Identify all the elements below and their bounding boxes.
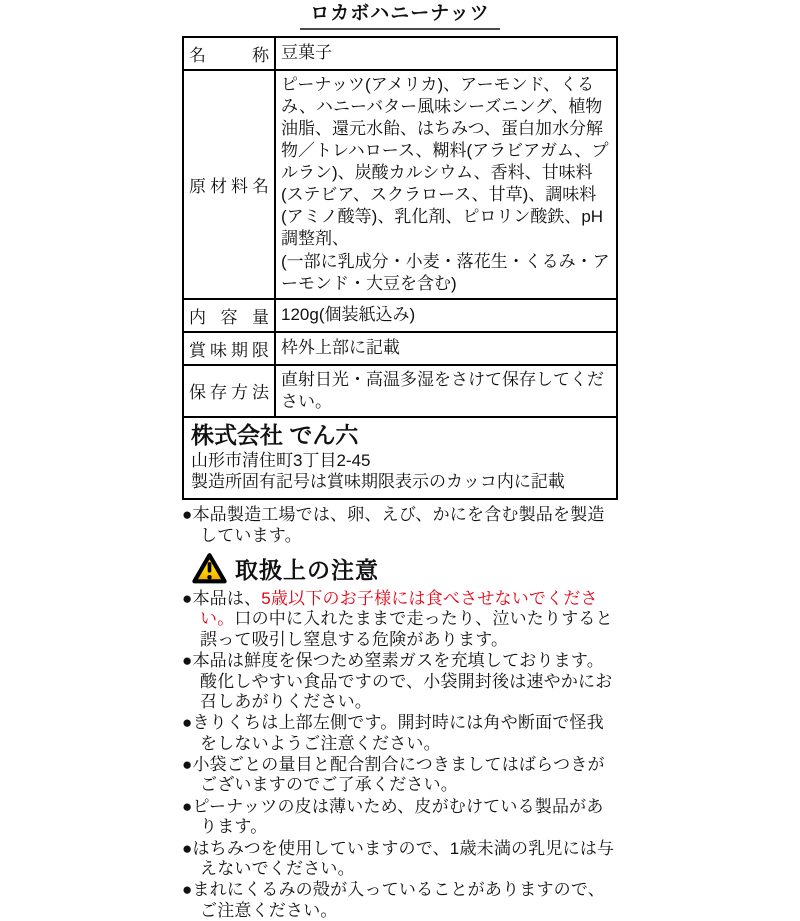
label-sheet [182, 0, 618, 921]
handling-item-text: ピーナッツの皮は薄いため、皮がむけている製品があります。 [192, 796, 604, 837]
spec-row-best-before [183, 332, 617, 365]
factory-note-text: 本品製造工場では、卵、えび、かにを含む製品を製造しています。 [192, 505, 605, 545]
manufacturer-name: 株式会社 でん六 [191, 421, 359, 448]
spec-row-ingredients [183, 70, 617, 299]
manufacturer-address: 山形市清住町3丁目2-45 [191, 450, 371, 470]
handling-item-text: 本品は鮮度を保つため窒素ガスを充填しております。酸化しやすい食品ですので、小袋開封後は速やかにお召しあがりください。 [192, 651, 613, 711]
red-warning-text: 5歳以下のお子様には食べさせないでください。 [200, 588, 598, 629]
spec-table [182, 36, 618, 418]
spec-value-name: 豆菓子 [275, 37, 617, 70]
spec-row-storage [183, 365, 617, 417]
handling-item-pre: 本品は、 [192, 588, 262, 608]
bullet-icon: ● [182, 505, 193, 525]
bullet-icon: ● [182, 713, 193, 733]
product-title: ロカボハニーナッツ [300, 3, 500, 30]
handling-item-choking [182, 589, 618, 650]
warning-triangle-icon [191, 552, 228, 585]
handling-item-peanut-skin [182, 797, 618, 838]
spec-value-storage: 直射日光・高温多湿をさけて保存してください。 [275, 365, 617, 417]
bullet-icon: ● [182, 838, 193, 858]
spec-label-name: 名称 [183, 37, 275, 70]
spec-row-net-weight [183, 299, 617, 332]
spec-value-best-before: 枠外上部に記載 [275, 332, 617, 365]
handling-header [191, 552, 618, 585]
spec-value-ingredients [275, 70, 617, 299]
handling-item-nitrogen [182, 651, 618, 712]
handling-list [182, 589, 618, 921]
bullet-icon: ● [182, 651, 193, 671]
spec-row-name [183, 37, 617, 70]
spec-label-ingredients: 原材料名 [183, 70, 275, 299]
spec-label-storage: 保存方法 [183, 365, 275, 417]
title-wrap [182, 3, 618, 30]
handling-item-text: はちみつを使用していますので、1歳未満の乳児には与えないでください。 [192, 838, 615, 879]
bullet-icon: ● [182, 588, 193, 608]
bullet-icon: ● [182, 880, 193, 900]
bullet-icon: ● [182, 755, 193, 775]
ingredients-main: ピーナッツ(アメリカ)、アーモンド、くるみ、ハニーバター風味シーズニング、植物油脂、還元水飴、はちみつ、蛋白加水分解物／トレハロース、糊料(アラビアガム、プルラン)、炭酸カルシウム、香料、甘味料(ステビア、スクラロース、甘草)、調味料(アミノ酸等)、乳化剤、ピロリン酸鉄、pH調整剤、 [281, 74, 609, 249]
handling-item-opening [182, 713, 618, 754]
ingredients-allergen: (一部に乳成分・小麦・落花生・くるみ・アーモンド・大豆を含む) [281, 251, 610, 293]
handling-item-honey-infant [182, 839, 618, 880]
spec-label-best-before: 賞味期限 [183, 332, 275, 365]
factory-note [182, 505, 618, 546]
handling-item-walnut-shell [182, 880, 618, 921]
handling-item-variation [182, 755, 618, 796]
handling-item-post: 口の中に入れたままで走ったり、泣いたりすると誤って吸引し窒息する危険があります。 [200, 609, 613, 649]
spec-value-net-weight: 120g(個装紙込み) [275, 299, 617, 332]
handling-item-text: 小袋ごとの量目と配合割合につきましてはばらつきがございますのでご了承ください。 [192, 755, 605, 795]
handling-item-text: きりくちは上部左側です。開封時には角や断面で怪我をしないようご注意ください。 [192, 713, 604, 753]
handling-title: 取扱上の注意 [235, 556, 379, 583]
handling-item-text: まれにくるみの殻が入っていることがありますので、ご注意ください。 [192, 880, 605, 920]
manufacturer-note: 製造所固有記号は賞味期限表示のカッコ内に記載 [191, 472, 565, 492]
spec-label-net-weight: 内容量 [183, 299, 275, 332]
manufacturer-box [182, 416, 618, 500]
bullet-icon: ● [182, 796, 193, 816]
